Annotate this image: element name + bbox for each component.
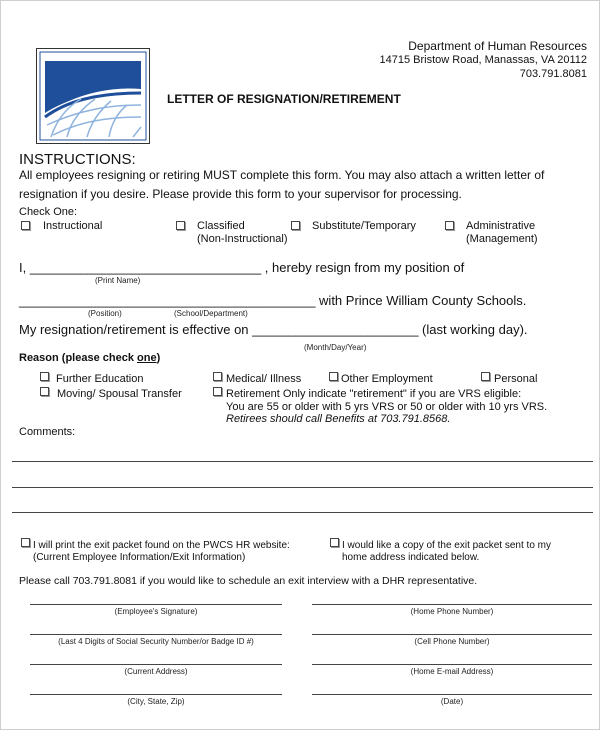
substitute-checkbox[interactable] (291, 221, 300, 230)
further-education-checkbox[interactable] (40, 372, 49, 381)
city-state-zip-hint: (City, State, Zip) (127, 697, 185, 706)
position-hint: (Position) (88, 309, 122, 318)
home-phone-hint: (Home Phone Number) (410, 607, 494, 616)
home-email-line[interactable] (312, 664, 592, 665)
home-email-hint: (Home E-mail Address) (410, 667, 494, 676)
print-exit-packet-sublabel: (Current Employee Information/Exit Information) (33, 552, 246, 563)
logo-image (36, 48, 150, 144)
exit-interview-note: Please call 703.791.8081 if you would like to schedule an exit interview with a DHR representative. (19, 575, 478, 587)
further-education-label: Further Education (56, 373, 144, 385)
retirement-label: Retirement Only indicate "retirement" if you are VRS eligible: (226, 388, 522, 400)
reason-label: Reason (please check one) (19, 352, 161, 364)
date-hint: (Month/Day/Year) (304, 343, 367, 352)
retirement-checkbox[interactable] (213, 387, 222, 396)
home-phone-line[interactable] (312, 604, 592, 605)
comments-line-1[interactable] (12, 461, 593, 462)
instructional-checkbox[interactable] (21, 221, 30, 230)
statement-line-3[interactable]: My resignation/retirement is effective on _______________________ (last working day). (19, 322, 528, 337)
date-field-hint: (Date) (440, 697, 464, 706)
moving-spousal-label: Moving/ Spousal Transfer (57, 388, 182, 400)
school-hint: (School/Department) (174, 309, 248, 318)
classified-label: Classified (197, 220, 245, 232)
administrative-checkbox[interactable] (445, 221, 454, 230)
substitute-label: Substitute/Temporary (312, 220, 416, 232)
other-employment-label: Other Employment (341, 373, 433, 385)
retirement-benefits-note: Retirees should call Benefits at 703.791.8568. (226, 413, 451, 425)
mail-exit-packet-label: I would like a copy of the exit packet sent to my (342, 540, 551, 551)
instructional-label: Instructional (43, 220, 103, 232)
ssn-badge-line[interactable] (30, 634, 282, 635)
comments-label: Comments: (19, 426, 76, 438)
statement-line-1[interactable]: I, ________________________________ , hereby resign from my position of (19, 260, 465, 275)
check-one-label: Check One: (19, 206, 78, 218)
instructions-line-1: All employees resigning or retiring MUST complete this form. You may also attach a written letter of (19, 168, 545, 182)
administrative-label: Administrative (466, 220, 536, 232)
dept-phone: 703.791.8081 (519, 68, 587, 80)
cell-phone-hint: (Cell Phone Number) (414, 637, 490, 646)
ssn-badge-hint: (Last 4 Digits of Social Security Number/or Badge ID #) (58, 637, 254, 646)
print-name-hint: (Print Name) (95, 276, 141, 285)
employee-signature-line[interactable] (30, 604, 282, 605)
personal-label: Personal (494, 373, 538, 385)
dept-address: 14715 Bristow Road, Manassas, VA 20112 (379, 54, 587, 66)
instructions-line-2: resignation if you desire. Please provide this form to your supervisor for processing. (19, 187, 462, 201)
classified-sublabel: (Non-Instructional) (197, 233, 288, 245)
moving-spousal-checkbox[interactable] (40, 387, 49, 396)
dept-name: Department of Human Resources (408, 39, 587, 53)
instructions-heading: INSTRUCTIONS: (19, 151, 136, 168)
classified-checkbox[interactable] (176, 221, 185, 230)
current-address-hint: (Current Address) (124, 667, 188, 676)
date-line[interactable] (312, 694, 592, 695)
medical-illness-checkbox[interactable] (213, 372, 222, 381)
print-exit-packet-checkbox[interactable] (21, 538, 30, 547)
print-exit-packet-label: I will print the exit packet found on the PWCS HR website: (33, 540, 290, 551)
employee-signature-hint: (Employee's Signature) (114, 607, 198, 616)
administrative-sublabel: (Management) (466, 233, 538, 245)
letter-title: LETTER OF RESIGNATION/RETIREMENT (167, 92, 401, 106)
mail-exit-packet-checkbox[interactable] (330, 538, 339, 547)
other-employment-checkbox[interactable] (329, 372, 338, 381)
current-address-line[interactable] (30, 664, 282, 665)
medical-illness-label: Medical/ Illness (226, 373, 302, 385)
comments-line-2[interactable] (12, 487, 593, 488)
retirement-eligibility: You are 55 or older with 5 yrs VRS or 50 or older with 10 yrs VRS. (226, 401, 548, 413)
mail-exit-packet-sublabel: home address indicated below. (342, 552, 480, 563)
statement-line-2[interactable]: _________________________________________ with Prince William County Schools. (19, 293, 527, 308)
cell-phone-line[interactable] (312, 634, 592, 635)
city-state-zip-line[interactable] (30, 694, 282, 695)
comments-line-3[interactable] (12, 512, 593, 513)
personal-checkbox[interactable] (481, 372, 490, 381)
